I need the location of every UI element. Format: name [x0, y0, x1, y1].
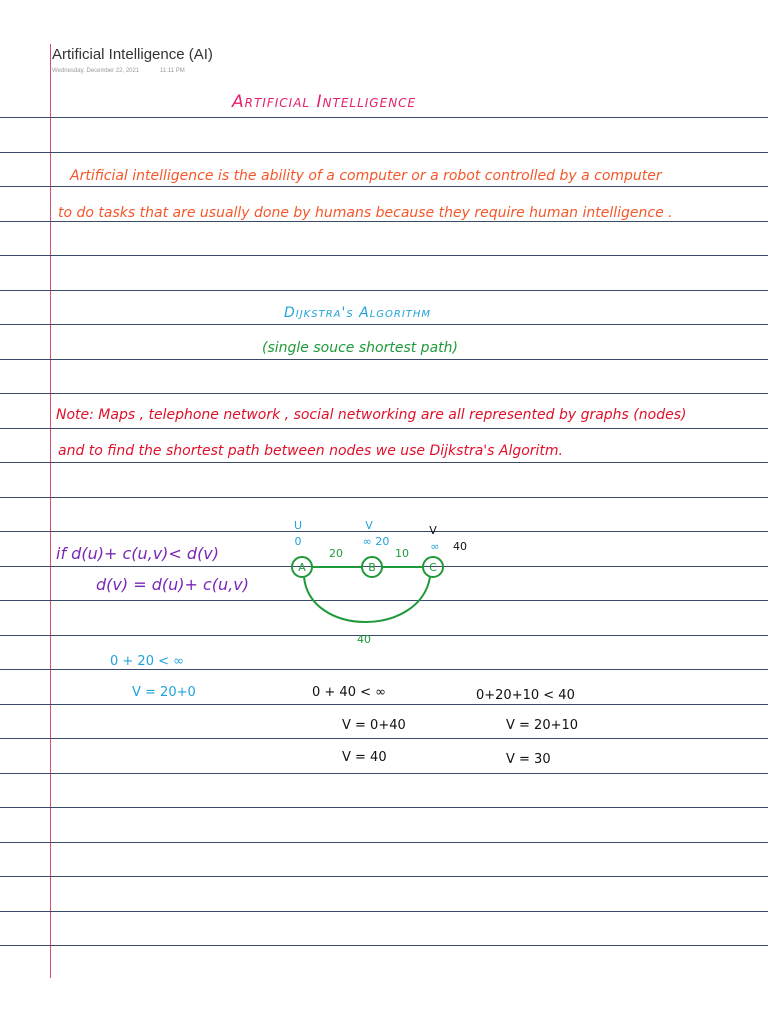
dist-c-old: ∞	[430, 540, 440, 553]
definition-line-1: Artificial intelligence is the ability of a computer or a robot controlled by a computer	[70, 168, 662, 184]
page-date: Wednesday, December 22, 2021	[52, 68, 140, 74]
ruled-line	[0, 669, 768, 670]
edge-ac-weight: 40	[357, 633, 371, 646]
ruled-line	[0, 945, 768, 946]
edge-ab-weight: 20	[329, 547, 343, 560]
page-time: 11:11 PM	[160, 68, 185, 74]
edge-bc-weight: 10	[395, 547, 409, 560]
calc-2-value: V = 40	[342, 750, 387, 765]
ruled-line	[0, 152, 768, 153]
label-v-black: V	[429, 524, 437, 537]
ruled-line	[0, 704, 768, 705]
ruled-line	[0, 221, 768, 222]
dist-c-new: 40	[453, 540, 467, 553]
ruled-line	[0, 911, 768, 912]
ruled-line	[0, 324, 768, 325]
calc-2-result: V = 0+40	[342, 718, 406, 733]
edge-a-c	[304, 577, 430, 622]
note-line-1: Note: Maps , telephone network , social networking are all represented by graphs (nodes)	[56, 407, 687, 423]
calc-3-result: V = 20+10	[506, 718, 579, 733]
dist-a: 0	[294, 535, 302, 548]
graph-diagram	[280, 512, 480, 652]
note-line-2: and to find the shortest path between nodes we use Dijkstra's Algoritm.	[58, 443, 564, 459]
label-u: U	[293, 519, 303, 532]
node-a-label: A	[298, 561, 306, 574]
formula-update: d(v) = d(u)+ c(u,v)	[96, 575, 249, 594]
margin-line	[50, 44, 51, 978]
ruled-line	[0, 393, 768, 394]
definition-line-2: to do tasks that are usually done by humans because they require human intelligence .	[58, 205, 673, 221]
ai-heading: Artificial Intelligence	[232, 92, 417, 112]
calc-1-condition: 0 + 20 < ∞	[110, 654, 184, 669]
ruled-line	[0, 876, 768, 877]
ruled-line	[0, 807, 768, 808]
calc-2-condition: 0 + 40 < ∞	[312, 685, 386, 700]
calc-1-result: V = 20+0	[132, 685, 196, 700]
ruled-line	[0, 117, 768, 118]
ruled-line	[0, 773, 768, 774]
label-v-blue: V	[365, 519, 373, 532]
formula-condition: if d(u)+ c(u,v)< d(v)	[56, 544, 220, 563]
calc-3-condition: 0+20+10 < 40	[476, 688, 575, 703]
ruled-line	[0, 428, 768, 429]
ruled-line	[0, 290, 768, 291]
ruled-line	[0, 738, 768, 739]
page-title: Artificial Intelligence (AI)	[52, 46, 213, 63]
ruled-line	[0, 359, 768, 360]
dist-b: ∞ 20	[362, 535, 390, 548]
dijkstra-heading: Dijkstra's Algorithm	[284, 305, 432, 321]
ruled-line	[0, 842, 768, 843]
ruled-line	[0, 497, 768, 498]
node-b-label: B	[368, 561, 376, 574]
calc-3-value: V = 30	[506, 752, 551, 767]
node-c-label: C	[429, 561, 437, 574]
dijkstra-subheading: (single souce shortest path)	[262, 340, 458, 356]
ruled-line	[0, 255, 768, 256]
ruled-line	[0, 462, 768, 463]
ruled-line	[0, 186, 768, 187]
